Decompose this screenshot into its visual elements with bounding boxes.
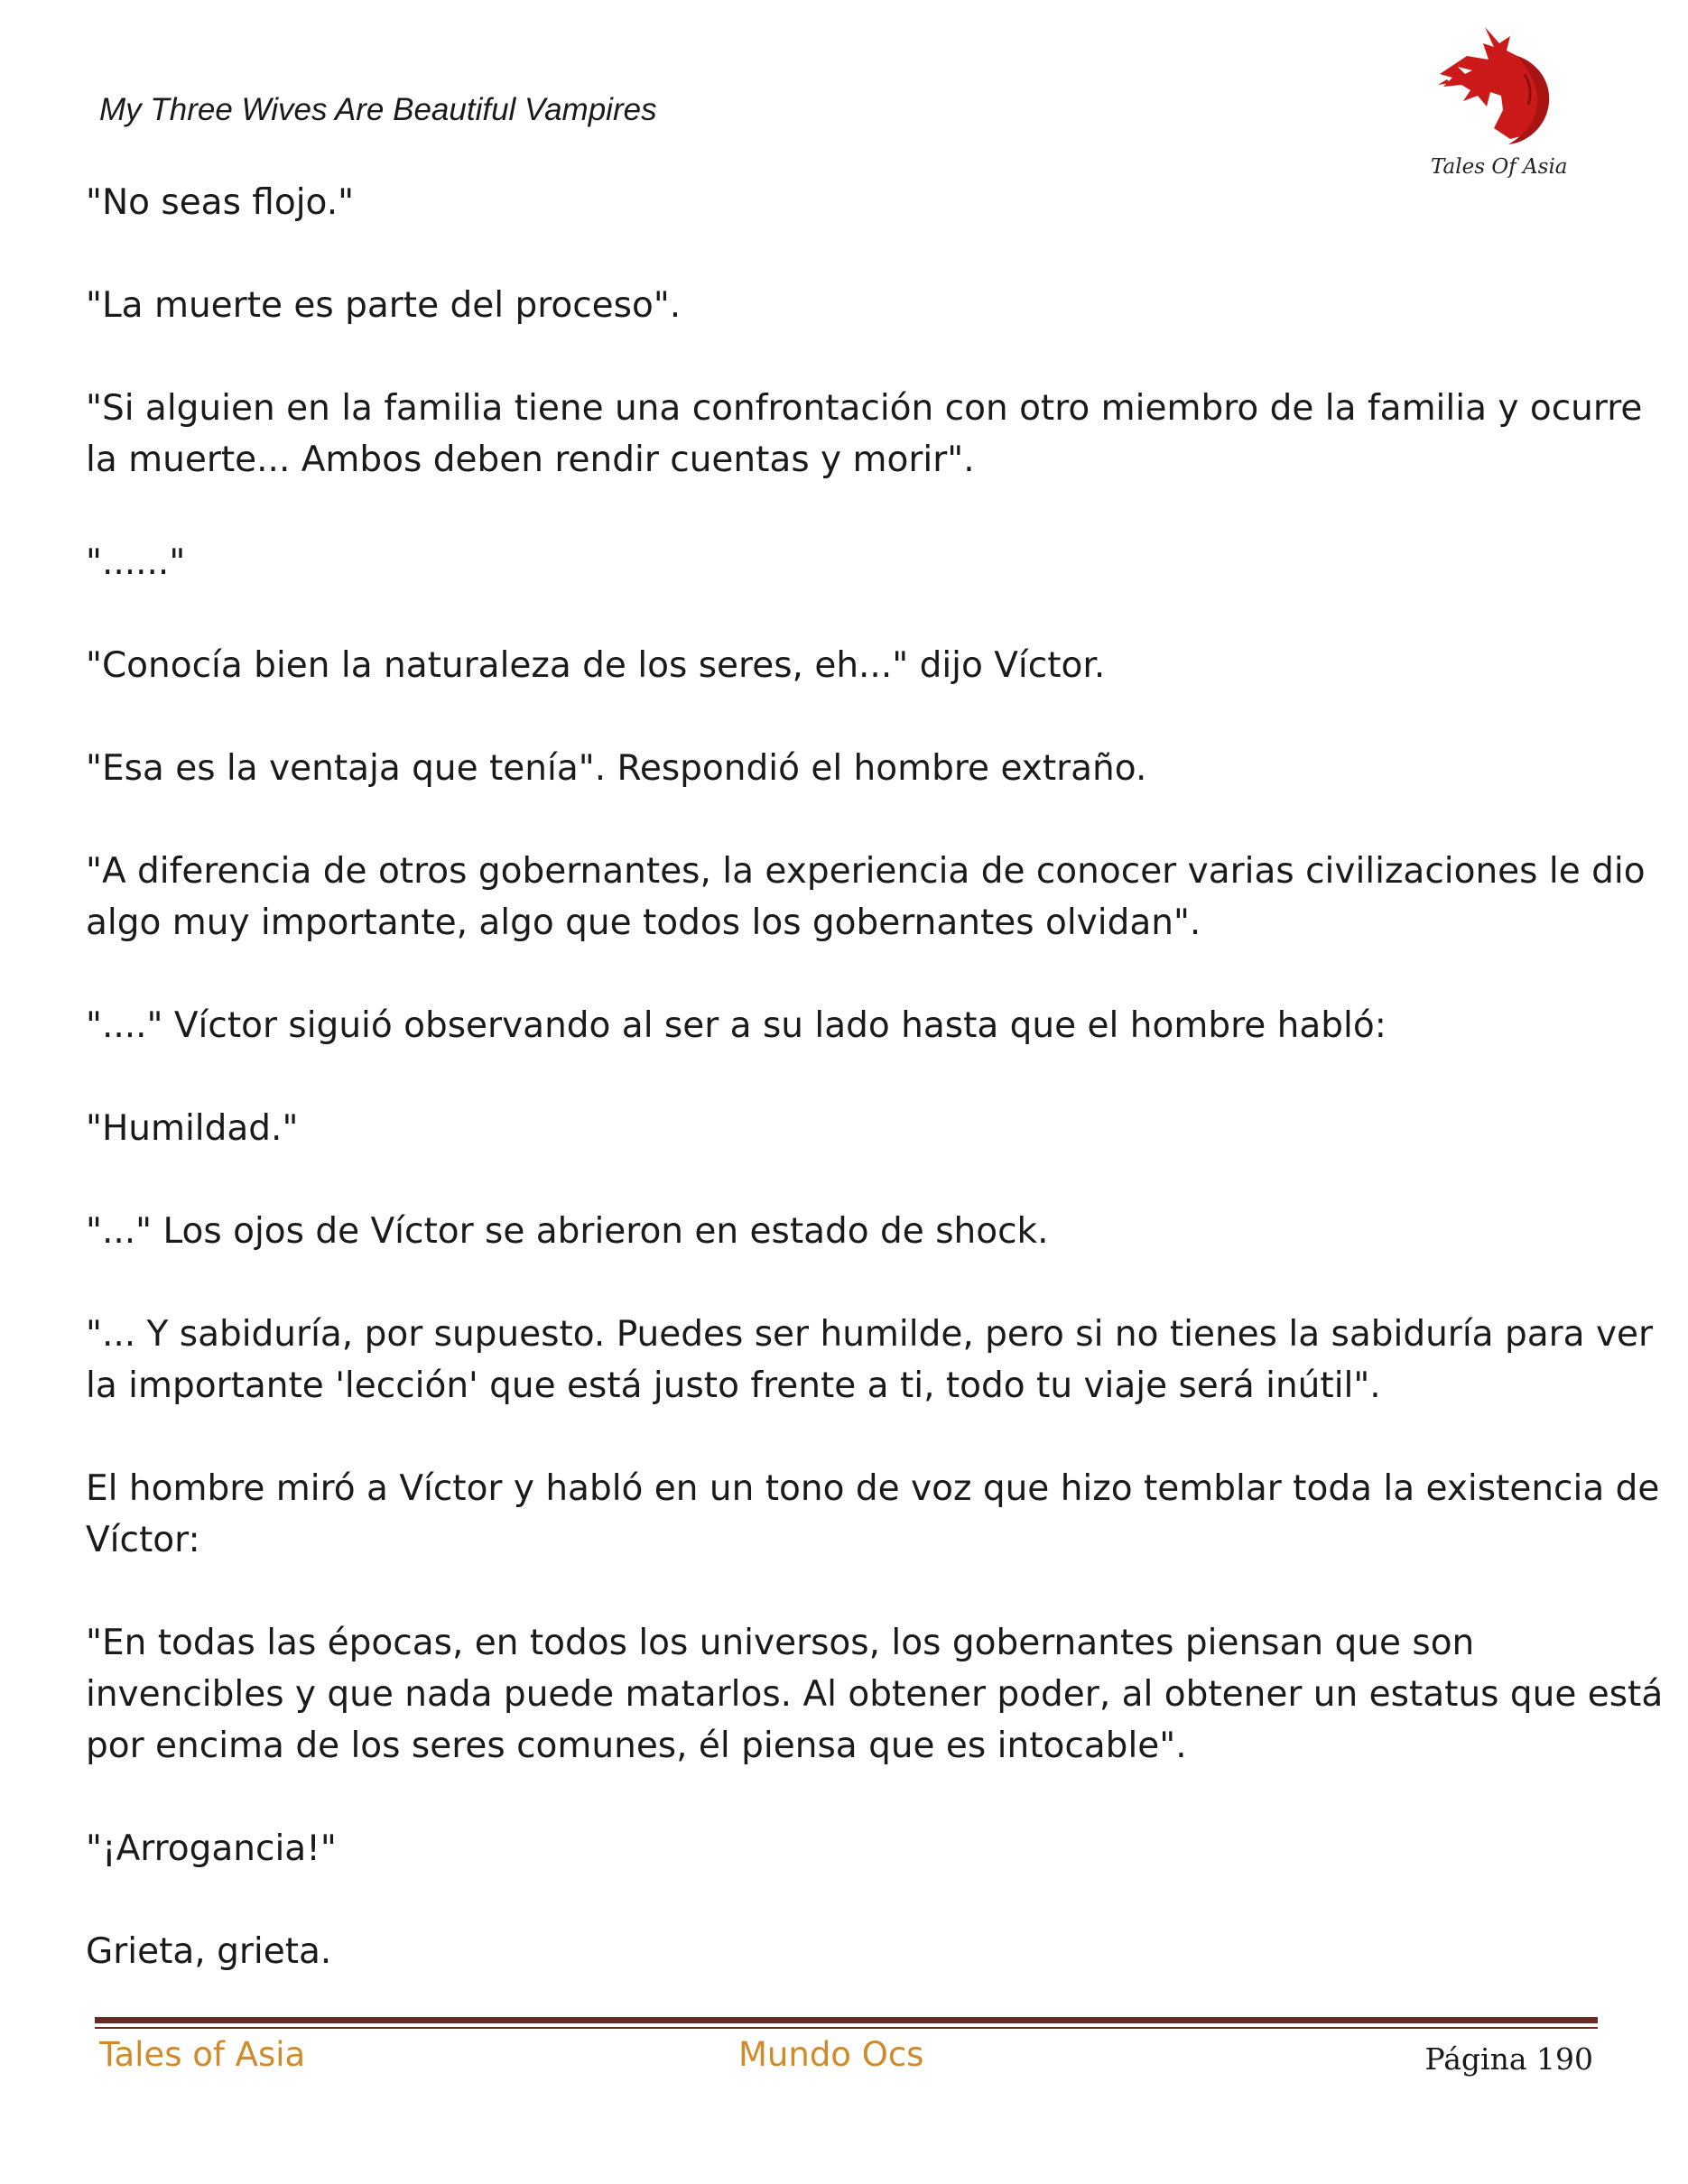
paragraph-line: "Si alguien en la familia tiene una confrontación con otro miembro de la familia y ocurre <box>86 388 1643 429</box>
paragraph-line: "¡Arrogancia!" <box>86 1828 337 1869</box>
footer-rule-thin <box>95 2027 1598 2029</box>
paragraph <box>86 1463 1660 1566</box>
dragon-icon <box>1431 20 1564 155</box>
paragraph <box>86 1103 1620 1154</box>
footer-source: Mundo Ocs <box>738 2035 924 2074</box>
paragraph-line: "No seas flojo." <box>86 182 355 223</box>
paragraph-line: "..." Los ojos de Víctor se abrieron en estado de shock. <box>86 1211 1049 1252</box>
paragraph-line: "......" <box>86 542 186 583</box>
paragraph-line: por encima de los seres comunes, él piensa que es intocable". <box>86 1726 1187 1766</box>
footer-publisher: Tales of Asia <box>99 2035 306 2074</box>
paragraph-line: algo muy importante, algo que todos los gobernantes olvidan". <box>86 902 1201 943</box>
paragraph <box>86 1823 1620 1874</box>
paragraph <box>86 1617 1664 1772</box>
paragraph-line: Víctor: <box>86 1520 200 1560</box>
paragraph <box>86 1206 1620 1257</box>
book-title: My Three Wives Are Beautiful Vampires <box>99 92 657 127</box>
tales-of-asia-logo <box>1431 20 1568 182</box>
paragraph <box>86 383 1643 486</box>
paragraph-line: "Conocía bien la naturaleza de los seres, eh..." dijo Víctor. <box>86 645 1106 686</box>
body-text <box>86 177 1664 2029</box>
paragraph-line: "A diferencia de otros gobernantes, la experiencia de conocer varias civilizaciones le dio <box>86 851 1646 892</box>
paragraph <box>86 177 1620 228</box>
paragraph-line: El hombre miró a Víctor y habló en un tono de voz que hizo temblar toda la existencia de <box>86 1468 1660 1509</box>
paragraph <box>86 1309 1654 1411</box>
paragraph <box>86 1926 1620 1977</box>
paragraph-line: "Esa es la ventaja que tenía". Respondió el hombre extraño. <box>86 748 1147 789</box>
paragraph-line: "... Y sabiduría, por supuesto. Puedes ser humilde, pero si no tienes la sabiduría para ver <box>86 1314 1654 1355</box>
paragraph <box>86 640 1620 691</box>
paragraph-line: la muerte... Ambos deben rendir cuentas y morir". <box>86 440 975 480</box>
page-number: Página 190 <box>1424 2041 1593 2077</box>
paragraph-line: "...." Víctor siguió observando al ser a su lado hasta que el hombre habló: <box>86 1005 1387 1046</box>
paragraph-line: "La muerte es parte del proceso". <box>86 285 682 326</box>
paragraph-line: la importante 'lección' que está justo frente a ti, todo tu viaje será inútil". <box>86 1365 1381 1406</box>
paragraph <box>86 743 1620 794</box>
paragraph <box>86 280 1620 331</box>
paragraph <box>86 537 1620 588</box>
paragraph-line: Grieta, grieta. <box>86 1931 332 1972</box>
paragraph-line: "Humildad." <box>86 1108 299 1149</box>
footer-rule-thick <box>95 2017 1598 2023</box>
paragraph-line: invencibles y que nada puede matarlos. Al obtener poder, al obtener un estatus que está <box>86 1674 1664 1715</box>
paragraph <box>86 846 1646 949</box>
paragraph <box>86 1000 1620 1051</box>
paragraph-line: "En todas las épocas, en todos los universos, los gobernantes piensan que son <box>86 1623 1475 1663</box>
logo-text: Tales Of Asia <box>1431 155 1568 179</box>
